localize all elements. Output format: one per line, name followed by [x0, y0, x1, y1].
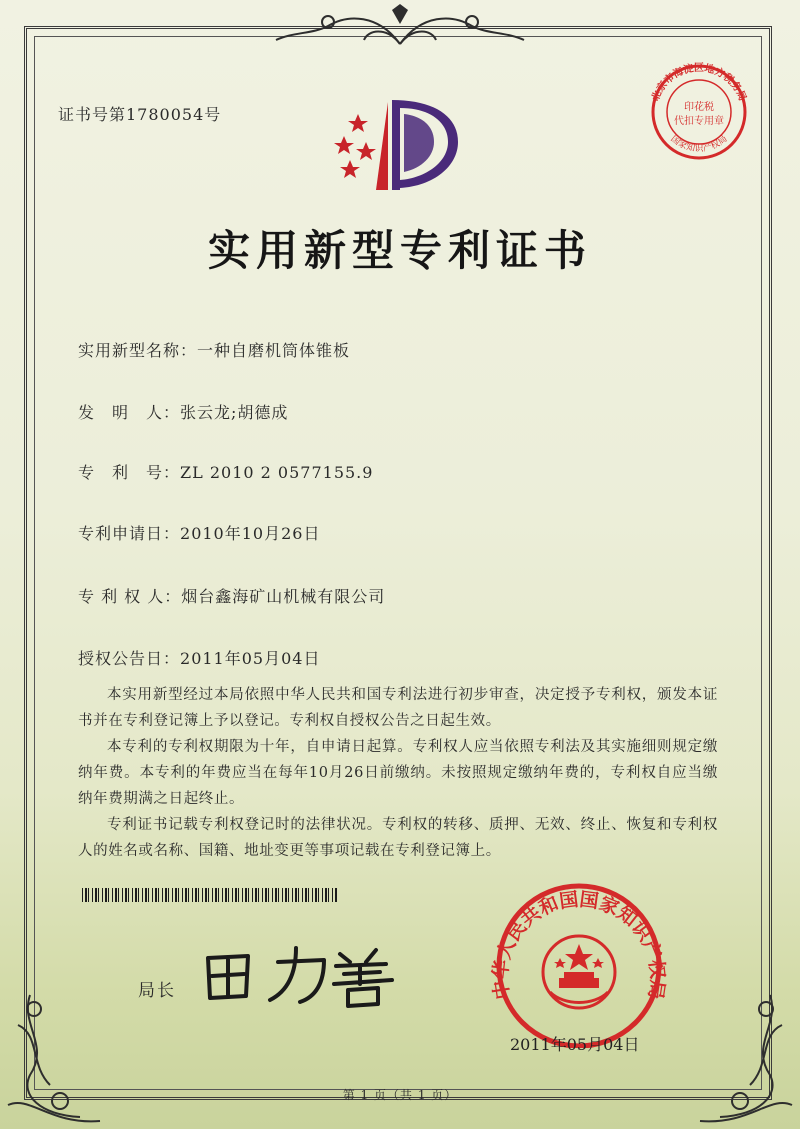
official-seal: [484, 880, 674, 1048]
seal-date: 2011年05月04日: [510, 1035, 640, 1054]
tax-stamp-ring-text: 北京市海淀区地方税务局: [650, 63, 748, 103]
field-value: ZL 2010 2 0577155.9: [180, 463, 374, 482]
field-inventor: [78, 400, 288, 423]
certificate-body: [78, 682, 718, 864]
page-number: 第 1 页（共 1 页）: [342, 1088, 458, 1102]
corner-ornament-left: [0, 985, 110, 1129]
field-value: 张云龙;胡德成: [180, 403, 289, 422]
field-label: 发 明 人：: [78, 403, 181, 422]
field-label: 专 利 权 人：: [78, 587, 182, 606]
field-value: 2010年10月26日: [180, 524, 321, 543]
seal-ring-text: 中华人民共和国国家知识产权局: [489, 888, 669, 1001]
field-value: 烟台鑫海矿山机械有限公司: [181, 587, 386, 606]
field-value: 一种自磨机筒体锥板: [197, 341, 351, 360]
field-patentee: [78, 584, 385, 607]
director-signature: [200, 940, 400, 1010]
field-grant-date: [78, 646, 320, 669]
director-label: 局长: [138, 981, 176, 1001]
field-patent-number: [78, 460, 373, 483]
page-title: 实用新型专利证书: [207, 226, 592, 275]
field-utility-model-name: [78, 338, 350, 361]
corner-ornament-right: [690, 985, 800, 1129]
patent-office-logo-icon: [330, 92, 470, 200]
svg-text:北京市海淀区地方税务局: [649, 62, 749, 103]
tax-stamp-bottom-text: 国家知识产权局: [668, 134, 730, 155]
body-paragraph-2: 本专利的专利权期限为十年，自申请日起算。专利权人应当依照专利法及其实施细则规定缴纳年费。本专利的年费应当在每年10月26日前缴纳。未按照规定缴纳年费的，专利权自应当缴纳年费期满之日起终止。: [78, 739, 718, 807]
top-ornament: [268, 4, 532, 52]
field-label: 实用新型名称：: [78, 341, 198, 360]
field-value: 2011年05月04日: [180, 649, 321, 668]
certificate-number: 证书号第1780054号: [58, 105, 222, 124]
tax-stamp-line-2: 代扣专用章: [674, 116, 724, 127]
field-label: 专利申请日：: [78, 524, 181, 543]
tax-stamp-line-1: 印花税: [684, 102, 714, 113]
national-emblem-icon: [543, 936, 615, 1008]
body-paragraph-1: 本实用新型经过本局依照中华人民共和国专利法进行初步审查，决定授予专利权，颁发本证书并在专利登记簿上予以登记。专利权自授权公告之日起生效。: [78, 687, 718, 729]
field-label: 授权公告日：: [78, 649, 181, 668]
field-application-date: [78, 521, 320, 544]
body-paragraph-3: 专利证书记载专利权登记时的法律状况。专利权的转移、质押、无效、终止、恢复和专利权人的姓名或名称、国籍、地址变更等事项记载在专利登记簿上。: [78, 817, 718, 859]
barcode: [82, 888, 337, 902]
tax-stamp: [640, 62, 758, 162]
field-label: 专 利 号：: [78, 463, 181, 482]
